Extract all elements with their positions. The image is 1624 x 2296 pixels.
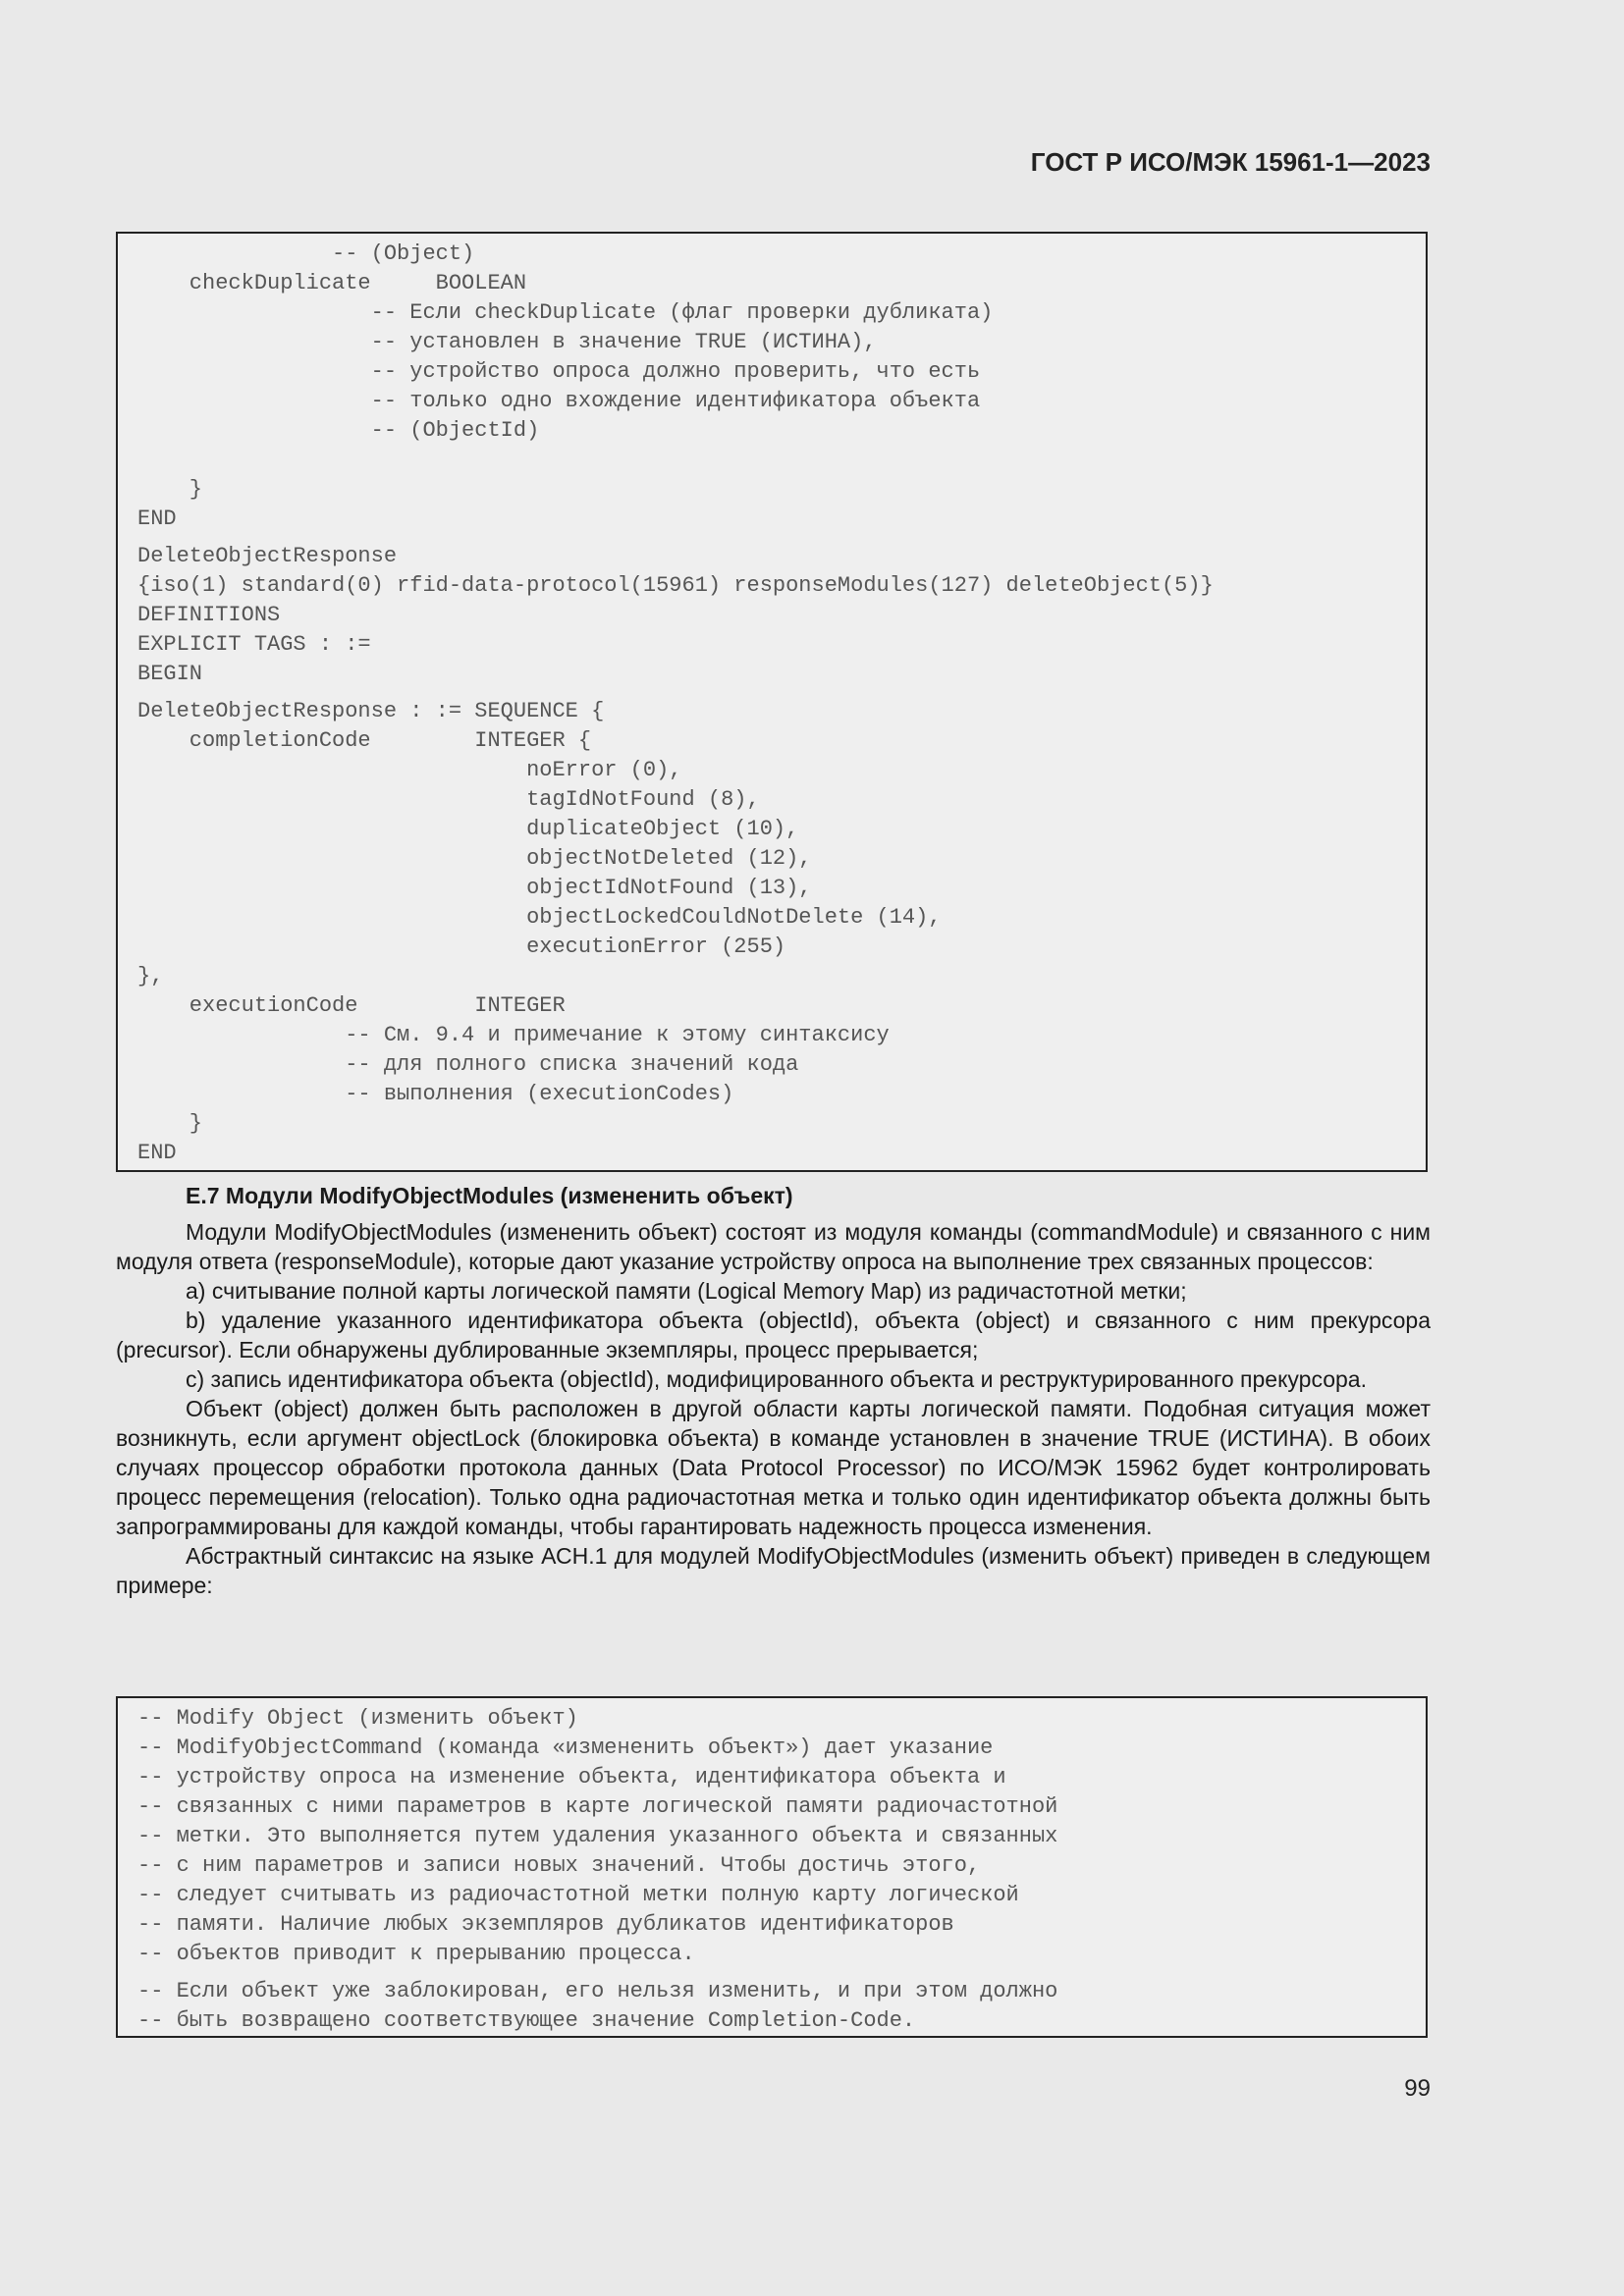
code-line: -- ModifyObjectCommand (команда «измененить объект») дает указание	[137, 1735, 994, 1760]
page-number: 99	[1404, 2075, 1431, 2102]
code-line: -- устройство опроса должно проверить, что есть	[137, 359, 981, 384]
code-line: -- См. 9.4 и примечание к этому синтаксису	[137, 1023, 890, 1047]
section-body	[116, 1217, 1431, 1600]
code-line: -- метки. Это выполняется путем удаления указанного объекта и связанных	[137, 1824, 1058, 1848]
paragraph-syntax-intro: Абстрактный синтаксис на языке АСН.1 для модулей ModifyObjectModules (изменить объект) приведен в следующем примере:	[116, 1543, 1431, 1598]
code-line: }	[137, 477, 203, 502]
code-line: -- объектов приводит к прерыванию процесса.	[137, 1942, 695, 1966]
code-line: -- следует считывать из радиочастотной метки полную карту логической	[137, 1883, 1019, 1907]
code-line: {iso(1) standard(0) rfid-data-protocol(15961) responseModules(127) deleteObject(5)}	[137, 573, 1214, 598]
code-line: -- только одно вхождение идентификатора объекта	[137, 389, 981, 413]
code-line: -- выполнения (executionCodes)	[137, 1082, 734, 1106]
code-line: tagIdNotFound (8),	[137, 787, 760, 812]
list-item-c: c) запись идентификатора объекта (objectId), модифицированного объекта и реструктурированного прекурсора.	[186, 1366, 1367, 1392]
code-line: -- Modify Object (изменить объект)	[137, 1706, 578, 1731]
code-line: -- быть возвращено соответствующее значение Completion-Code.	[137, 2008, 916, 2033]
code-line: checkDuplicate BOOLEAN	[137, 271, 527, 295]
code-line: EXPLICIT TAGS : :=	[137, 632, 371, 657]
code-line: -- установлен в значение TRUE (ИСТИНА),	[137, 330, 877, 354]
section-heading: E.7 Модули ModifyObjectModules (измененить объект)	[186, 1183, 793, 1208]
code-line: -- Если объект уже заблокирован, его нельзя изменить, и при этом должно	[137, 1979, 1058, 2003]
code-line	[137, 446, 1426, 475]
code-line: -- устройству опроса на изменение объекта, идентификатора объекта и	[137, 1765, 1006, 1789]
code-line: objectNotDeleted (12),	[137, 846, 812, 871]
code-line: BEGIN	[137, 662, 203, 686]
code-line: executionCode INTEGER	[137, 993, 566, 1018]
asn1-code-block-delete-object	[116, 232, 1428, 1172]
code-line: -- памяти. Наличие любых экземпляров дубликатов идентификаторов	[137, 1912, 954, 1937]
code-line: DEFINITIONS	[137, 603, 281, 627]
code-line: objectIdNotFound (13),	[137, 876, 812, 900]
code-line: },	[137, 964, 164, 988]
paragraph-object-location: Объект (object) должен быть расположен в другой области карты логической памяти. Подобная ситуация может возникнуть, если аргумент objectLock (блокировка объекта) в команде установлен в значение TRUE (ИСТИНА). В обоих случаях процессор обработки протокола данных (Data Protocol Processor) по ИСО/МЭК 15962 будет контролировать процесс перемещения (relocation). Только одна радиочастотная метка и только один идентификатор объекта должны быть запрограммированы для каждой команды, чтобы гарантировать надежность процесса изменения.	[116, 1396, 1431, 1539]
code-line: }	[137, 1111, 203, 1136]
document-header: ГОСТ Р ИСО/МЭК 15961-1—2023	[1030, 147, 1431, 177]
code-line: executionError (255)	[137, 934, 786, 959]
code-line: -- связанных с ними параметров в карте логической памяти радиочастотной	[137, 1794, 1058, 1819]
code-line: -- (Object)	[137, 241, 475, 266]
paragraph-intro: Модули ModifyObjectModules (измененить объект) состоят из модуля команды (commandModule) и связанного с ним модуля ответа (responseModule), которые дают указание устройству опроса на выполнение трех связанных процессов:	[116, 1219, 1431, 1274]
code-line: -- для полного списка значений кода	[137, 1052, 799, 1077]
code-line: completionCode INTEGER {	[137, 728, 592, 753]
list-item-a: a) считывание полной карты логической памяти (Logical Memory Map) из радичастотной метки;	[186, 1278, 1187, 1304]
code-line: objectLockedCouldNotDelete (14),	[137, 905, 942, 930]
code-line: DeleteObjectResponse : := SEQUENCE {	[137, 699, 605, 723]
code-line: -- с ним параметров и записи новых значений. Чтобы достичь этого,	[137, 1853, 981, 1878]
code-line: noError (0),	[137, 758, 682, 782]
code-line: END	[137, 507, 177, 531]
code-line: -- (ObjectId)	[137, 418, 540, 443]
code-line: END	[137, 1141, 177, 1165]
code-line: duplicateObject (10),	[137, 817, 799, 841]
code-line: -- Если checkDuplicate (флаг проверки дубликата)	[137, 300, 994, 325]
code-line: DeleteObjectResponse	[137, 544, 398, 568]
asn1-code-block-modify-object	[116, 1696, 1428, 2038]
list-item-b: b) удаление указанного идентификатора объекта (objectId), объекта (object) и связанного с ним прекурсора (precursor). Если обнаружены дублированные экземпляры, процесс прерывается;	[116, 1308, 1431, 1362]
